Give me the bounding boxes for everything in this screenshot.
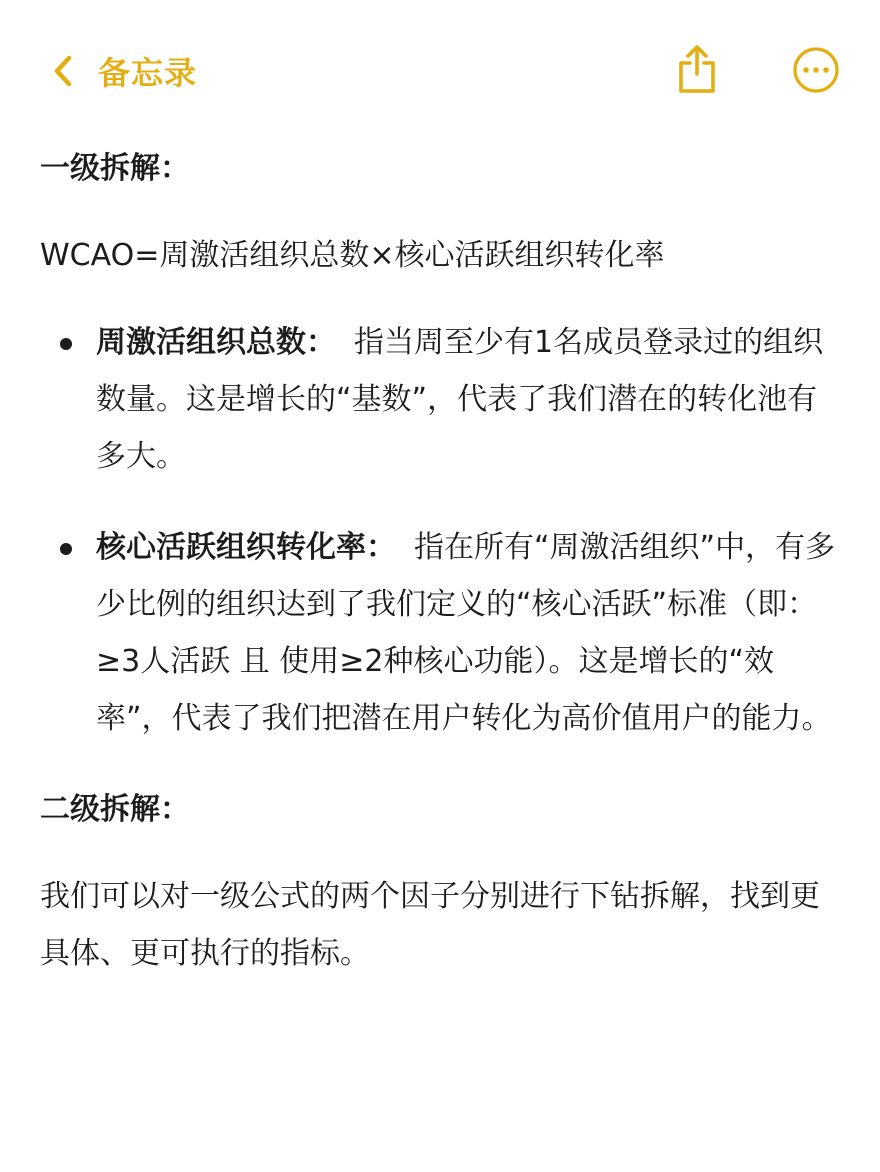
share-button[interactable] (672, 42, 722, 96)
bullet-list (40, 314, 840, 747)
navigation-bar (0, 0, 880, 140)
back-button[interactable] (48, 44, 197, 98)
list-item (40, 314, 840, 485)
chevron-left-icon (48, 52, 78, 90)
bullet-icon (60, 338, 72, 350)
formula-text: WCAO=周激活组织总数×核心活跃组织转化率 (40, 238, 665, 273)
bullet-description: 指在所有“周激活组织”中，有多少比例的组织达到了我们定义的“核心活跃”标准（即：≥3人活跃 且 使用≥2种核心功能）。这是增长的“效率”，代表了我们把潜在用户转化为高价值用户的能力。 (96, 530, 836, 736)
share-icon (672, 42, 722, 96)
note-body[interactable] (40, 140, 840, 982)
heading-level-2: 二级拆解： (40, 792, 190, 827)
heading-level-1: 一级拆解： (40, 151, 190, 186)
more-button[interactable] (792, 46, 840, 94)
back-button-label: 备忘录 (98, 54, 198, 92)
more-ellipsis-icon (792, 46, 840, 94)
bullet-icon (60, 543, 72, 555)
paragraph-text: 我们可以对一级公式的两个因子分别进行下钻拆解，找到更具体、更可执行的指标。 (40, 879, 820, 971)
list-item (40, 519, 840, 747)
bullet-term: 核心活跃组织转化率： (96, 530, 396, 565)
bullet-term: 周激活组织总数： (96, 325, 336, 360)
bullet-description: 指当周至少有1名成员登录过的组织数量。这是增长的“基数”，代表了我们潜在的转化池有多大。 (96, 325, 824, 474)
